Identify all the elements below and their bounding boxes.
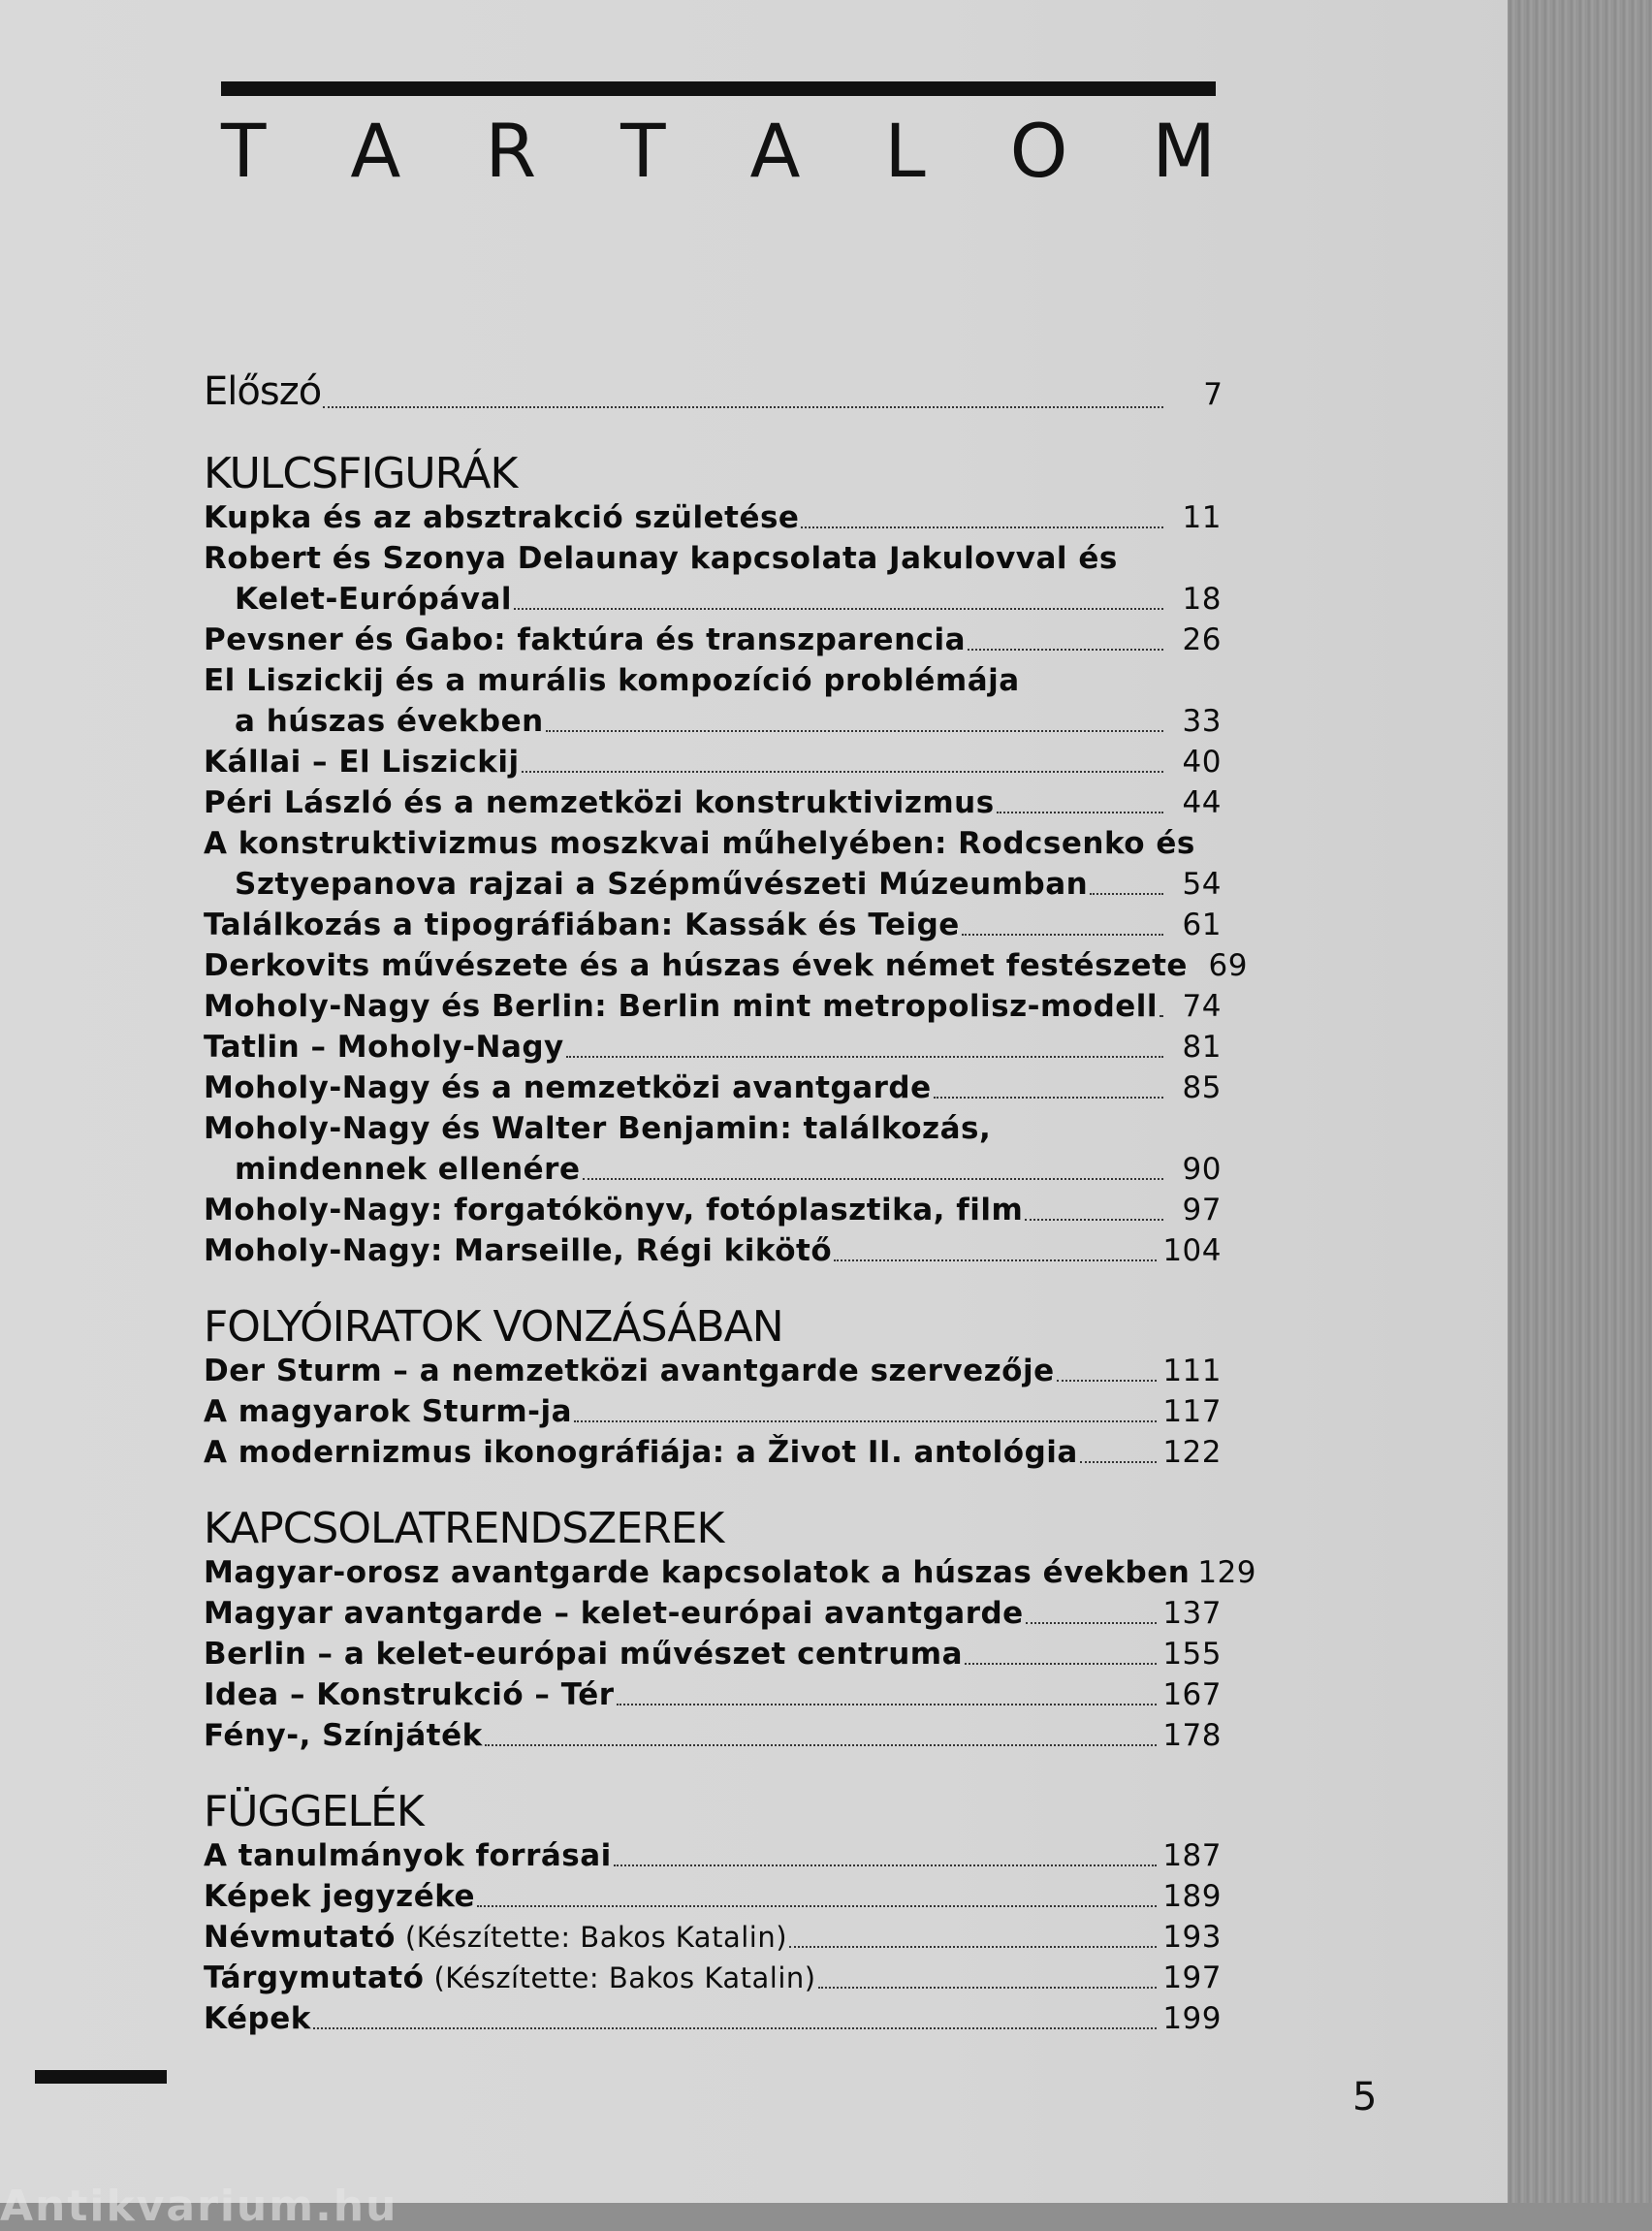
toc-entry[interactable] (204, 742, 1222, 782)
toc-entry[interactable] (204, 1190, 1222, 1230)
toc-entry-page: 54 (1182, 867, 1222, 902)
toc-entry-title: Kupka és az absztrakció születése (204, 500, 800, 535)
toc-entry-title: Fény-, Színjáték (204, 1718, 483, 1753)
title-letter: T (620, 108, 666, 194)
toc-entry-title: A magyarok Sturm-ja (204, 1394, 573, 1429)
toc-entry[interactable] (204, 1027, 1222, 1068)
toc-entry[interactable] (204, 579, 1222, 620)
toc-entry-intro[interactable] (204, 368, 1222, 418)
toc-entry-page: 199 (1162, 2001, 1222, 2036)
toc-entry-page: 155 (1162, 1637, 1222, 1672)
toc-entry-title: Berlin – a kelet-európai művészet centruma (204, 1637, 964, 1672)
toc-entry-title: A tanulmányok forrásai (204, 1838, 612, 1873)
toc-entry-title: a húszas években (235, 704, 544, 739)
top-rule (221, 81, 1216, 96)
toc-entry-page: 11 (1182, 500, 1222, 535)
toc-entry-page: 178 (1162, 1718, 1222, 1753)
leader-dots (1080, 1459, 1158, 1463)
toc-section (204, 449, 1248, 1271)
leader-dots (546, 728, 1163, 732)
title-letter: R (485, 108, 537, 194)
section-heading: FOLYÓIRATOK VONZÁSÁBAN (204, 1302, 783, 1352)
leader-dots (801, 525, 1163, 528)
toc-entry-title: Sztyepanova rajzai a Szépművészeti Múzeumban (235, 867, 1089, 902)
toc-entry-page: 85 (1182, 1070, 1222, 1105)
leader-dots (522, 769, 1163, 773)
toc-entry[interactable] (204, 1068, 1222, 1108)
toc-entry[interactable] (204, 782, 1222, 823)
toc-entry-title: Moholy-Nagy és Berlin: Berlin mint metropolisz-modell (204, 989, 1159, 1024)
toc-entry-line[interactable] (204, 823, 1222, 864)
toc-entry[interactable] (204, 1835, 1222, 1876)
toc-entry-note: (Készítette: Bakos Katalin) (404, 1921, 788, 1954)
toc-entry-title: Moholy-Nagy: forgatókönyv, fotóplasztika, film (204, 1193, 1024, 1227)
leader-dots (566, 1054, 1163, 1058)
toc-entry[interactable] (204, 701, 1222, 742)
toc-sections (204, 449, 1257, 2039)
section-heading: KULCSFIGURÁK (204, 449, 518, 498)
watermark: Antikvarium.hu (0, 2182, 398, 2231)
toc-entry-title: A modernizmus ikonográfiája: a Život II. antológia (204, 1435, 1078, 1470)
toc-entry[interactable] (204, 1917, 1222, 1958)
toc-section (204, 1304, 1222, 1473)
toc-entry[interactable] (204, 1876, 1222, 1917)
toc-entry-title: Derkovits művészete és a húszas évek német festészete (204, 948, 1188, 983)
toc-entry-page: 40 (1182, 745, 1222, 780)
toc-entry-title: Moholy-Nagy és Walter Benjamin: találkozás, (204, 1111, 992, 1146)
toc-entry[interactable] (204, 986, 1222, 1027)
leader-dots (789, 1944, 1157, 1948)
toc-entry[interactable] (204, 1634, 1222, 1674)
toc-entry-title: Der Sturm – a nemzetközi avantgarde szervezője (204, 1354, 1055, 1388)
toc-entry-page: 111 (1162, 1354, 1222, 1388)
toc-entry-line[interactable] (204, 538, 1222, 579)
toc-entry-page: 137 (1162, 1596, 1222, 1631)
toc-entry[interactable] (204, 1998, 1222, 2039)
title-letter: O (1009, 108, 1068, 194)
toc-entry[interactable] (204, 945, 1248, 986)
toc-entry-title: Idea – Konstrukció – Tér (204, 1677, 615, 1712)
section-heading: FÜGGELÉK (204, 1787, 424, 1836)
toc-entry-page: 97 (1182, 1193, 1222, 1227)
toc-entry[interactable] (204, 620, 1222, 660)
leader-dots (1057, 1378, 1158, 1382)
toc-entry-page: 187 (1162, 1838, 1222, 1873)
toc-entry[interactable] (204, 1958, 1222, 1998)
toc-entry-page: 26 (1182, 622, 1222, 657)
toc-entry[interactable] (204, 1552, 1257, 1593)
toc-entry-page: 61 (1182, 908, 1222, 942)
toc-entry-title: Képek (204, 2001, 311, 2036)
toc-entry-title: Tárgymutató (204, 1960, 425, 1995)
leader-dots (1160, 1013, 1163, 1017)
toc-entry[interactable] (204, 864, 1222, 905)
toc-entry[interactable] (204, 1230, 1222, 1271)
toc-entry-note: (Készítette: Bakos Katalin) (433, 1961, 816, 1994)
toc-entry-title: Magyar avantgarde – kelet-európai avantgarde (204, 1596, 1024, 1631)
title-letter: T (221, 108, 267, 194)
toc-entry-page: 33 (1182, 704, 1222, 739)
toc-entry-page: 129 (1197, 1555, 1257, 1590)
leader-dots (1090, 891, 1163, 895)
toc-entry-title: El Liszickij és a murális kompozíció problémája (204, 663, 1020, 698)
toc-entry[interactable] (204, 1715, 1222, 1756)
toc-entry-title: Moholy-Nagy és a nemzetközi avantgarde (204, 1070, 932, 1105)
toc-entry-title: Találkozás a tipográfiában: Kassák és Teige (204, 908, 960, 942)
title-letter: M (1152, 108, 1216, 194)
page-number: 5 (1352, 2075, 1378, 2119)
leader-dots (313, 2025, 1157, 2029)
toc-section (204, 1789, 1222, 2039)
toc-entry[interactable] (204, 1432, 1222, 1473)
toc-entry-page: 197 (1162, 1960, 1222, 1995)
leader-dots (818, 1985, 1158, 1989)
page-title (221, 108, 1216, 194)
toc-entry-title: Tatlin – Moholy-Nagy (204, 1030, 564, 1065)
toc-entry[interactable] (204, 497, 1222, 538)
toc-entry[interactable] (204, 1593, 1222, 1634)
toc-entry-page: 189 (1162, 1879, 1222, 1914)
toc-entry-page: 167 (1162, 1677, 1222, 1712)
toc-entry-title: Képek jegyzéke (204, 1879, 476, 1914)
leader-dots (574, 1418, 1157, 1422)
toc-entry-title: Névmutató (204, 1920, 396, 1955)
section-heading: KAPCSOLATRENDSZEREK (204, 1504, 724, 1553)
toc-section (204, 1504, 1257, 1756)
toc-entry-title: Előszó (204, 369, 322, 414)
page-edge (1508, 0, 1652, 2203)
leader-dots (485, 1742, 1158, 1746)
toc-entry-line[interactable] (204, 1108, 1222, 1149)
toc-entry[interactable] (204, 1149, 1222, 1190)
toc-entry-title: Moholy-Nagy: Marseille, Régi kikötő (204, 1233, 833, 1268)
toc-entry-page: 18 (1182, 582, 1222, 617)
leader-dots (583, 1176, 1164, 1180)
leader-dots (965, 1661, 1157, 1665)
toc-entry-page: 81 (1182, 1030, 1222, 1065)
toc-entry-title: Kállai – El Liszickij (204, 745, 520, 780)
leader-dots (834, 1258, 1157, 1261)
leader-dots (1025, 1217, 1163, 1221)
toc-entry-page: 104 (1162, 1233, 1222, 1268)
toc-entry-title: mindennek ellenére (235, 1152, 581, 1187)
toc-entry-page: 90 (1182, 1152, 1222, 1187)
bottom-rule (35, 2070, 167, 2084)
leader-dots (997, 810, 1163, 813)
toc-entry[interactable] (204, 905, 1222, 945)
leader-dots (514, 606, 1163, 610)
toc-entry-page: 44 (1182, 785, 1222, 820)
toc-entry-page: 7 (1203, 377, 1222, 412)
leader-dots (968, 647, 1163, 651)
toc-entry-title: Magyar-orosz avantgarde kapcsolatok a húszas években (204, 1555, 1191, 1590)
toc-entry-page: 122 (1162, 1435, 1222, 1470)
leader-dots (934, 1095, 1163, 1099)
leader-dots (323, 404, 1163, 408)
leader-dots (617, 1702, 1158, 1705)
toc-entry-title: A konstruktivizmus moszkvai műhelyében: Rodcsenko és (204, 826, 1195, 861)
toc-entry-page: 69 (1208, 948, 1248, 983)
toc-entry-page: 117 (1162, 1394, 1222, 1429)
toc-entry-page: 193 (1162, 1920, 1222, 1955)
leader-dots (477, 1903, 1157, 1907)
toc-entry-title: Robert és Szonya Delaunay kapcsolata Jakulovval és (204, 541, 1118, 576)
toc-entry-line[interactable] (204, 660, 1222, 701)
leader-dots (962, 932, 1163, 936)
title-letter: A (749, 108, 801, 194)
toc-entry-page: 74 (1182, 989, 1222, 1024)
toc-entry[interactable] (204, 1674, 1222, 1715)
title-letter: A (350, 108, 401, 194)
table-of-contents (204, 368, 1257, 2072)
leader-dots (614, 1863, 1158, 1866)
toc-entry[interactable] (204, 1391, 1222, 1432)
toc-entry[interactable] (204, 1351, 1222, 1391)
toc-entry-title: Péri László és a nemzetközi konstruktivizmus (204, 785, 995, 820)
leader-dots (1026, 1620, 1158, 1624)
toc-entry-title: Pevsner és Gabo: faktúra és transzparencia (204, 622, 967, 657)
title-letter: L (884, 108, 926, 194)
toc-entry-title: Kelet-Európával (235, 582, 513, 617)
